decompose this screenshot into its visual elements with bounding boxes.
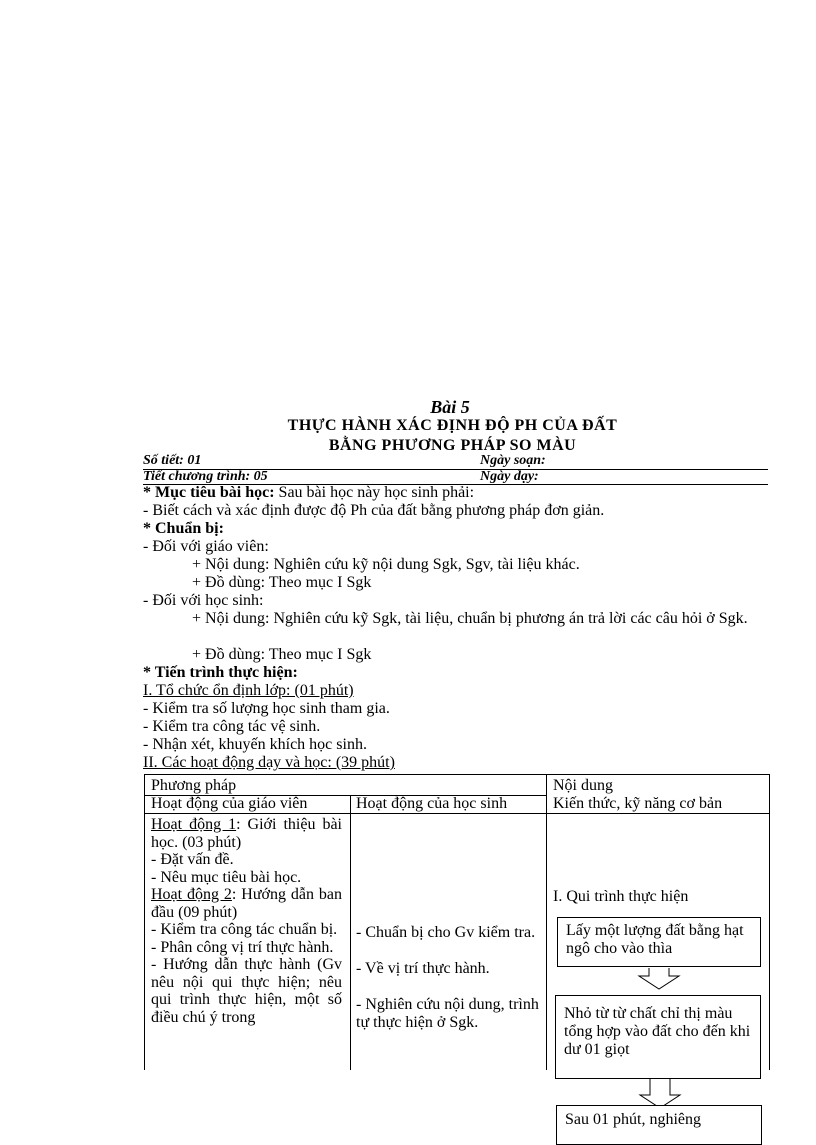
hs-item: - Chuẩn bị cho Gv kiểm tra.	[356, 924, 536, 941]
ngay-day: Ngày dạy:	[480, 469, 539, 484]
prep-student-tools: + Đồ dùng: Theo mục I Sgk	[192, 646, 372, 663]
table-top-border	[144, 774, 769, 775]
gv-hd1-item: - Nêu mục tiêu bài học.	[151, 868, 302, 886]
table-col-divider-2	[546, 774, 547, 1070]
teacher-activities-cell	[151, 816, 342, 1068]
th-content-sub: Kiến thức, kỹ năng cơ bản	[553, 795, 723, 812]
section-1-heading: I. Tổ chức ổn định lớp: (01 phút)	[143, 682, 354, 699]
objective-item: - Biết cách và xác định được độ Ph của đất bằng phương pháp đơn giản.	[143, 502, 605, 519]
gv-hd1	[151, 816, 342, 851]
hs-item: - Nghiên cứu nội dung, trình tự thực hiện ở Sgk.	[356, 996, 539, 1031]
gv-hd2-item: - Phân công vị trí thực hành.	[151, 938, 334, 956]
gv-hd2-label: Hoạt động 2	[151, 886, 232, 903]
prep-student: - Đối với học sinh:	[143, 592, 264, 609]
section-2-heading: II. Các hoạt động dạy và học: (39 phút)	[143, 754, 395, 771]
th-content: Nội dung	[553, 777, 613, 794]
gv-hd2-item: - Kiểm tra công tác chuẩn bị.	[151, 921, 338, 938]
flow-step-3: Sau 01 phút, nghiêng	[556, 1105, 762, 1145]
table-col-divider-1	[350, 795, 351, 1070]
prep-student-content: + Nội dung: Nghiên cứu kỹ Sgk, tài liệu, chuẩn bị phương án trả lời các câu hỏi ở Sgk.	[192, 610, 748, 627]
section-1-item: - Kiểm tra số lượng học sinh tham gia.	[143, 700, 390, 717]
flow-step-1: Lấy một lượng đất bằng hạt ngô cho vào thìa	[557, 917, 761, 967]
lesson-title-line2: BẰNG PHƯƠNG PHÁP SO MÀU	[328, 437, 577, 454]
hs-item: - Về vị trí thực hành.	[356, 960, 490, 977]
tiet-chuong-trinh: Tiết chương trình: 05	[143, 469, 268, 484]
prep-teacher-content: + Nội dung: Nghiên cứu kỹ nội dung Sgk, Sgv, tài liệu khác.	[192, 556, 580, 573]
objectives-heading: * Mục tiêu bài học:	[143, 484, 275, 501]
preparation-heading: * Chuẩn bị:	[143, 520, 224, 537]
th-teacher: Hoạt động của giáo viên	[151, 795, 308, 812]
gv-hd1-rest: : Giới thiệu bài học. (03 phút)	[151, 816, 342, 851]
section-1-item: - Nhận xét, khuyến khích học sinh.	[143, 736, 367, 753]
lesson-label: Bài 5	[430, 397, 470, 417]
th-student: Hoạt động của học sinh	[356, 795, 508, 812]
prep-teacher-tools: + Đồ dùng: Theo mục I Sgk	[192, 574, 372, 591]
flow-arrow-down-icon	[637, 968, 681, 990]
gv-hd2-item: - Hướng dẫn thực hành (Gv nêu nội qui thực hiện; nêu qui trình thực hiện, một số điều chú ý trong	[151, 956, 342, 1026]
objectives-line	[143, 484, 474, 502]
section-1-item: - Kiểm tra công tác vệ sinh.	[143, 718, 321, 735]
prep-teacher: - Đối với giáo viên:	[143, 538, 269, 555]
ngay-soan: Ngày soạn:	[480, 453, 546, 468]
objectives-heading-rest: Sau bài học này học sinh phải:	[274, 484, 475, 501]
th-method: Phương pháp	[151, 777, 237, 794]
table-left-border	[144, 774, 145, 1070]
so-tiet: Số tiết: 01	[143, 453, 202, 468]
content-heading: I. Qui trình thực hiện	[553, 888, 689, 905]
gv-hd1-item: - Đặt vấn đề.	[151, 851, 234, 868]
gv-hd1-label: Hoạt động 1	[151, 816, 237, 833]
gv-hd2	[151, 886, 342, 921]
flow-step-2: Nhỏ từ từ chất chỉ thị màu tổng hợp vào đất cho đến khi dư 01 giọt	[555, 995, 761, 1079]
table-right-border	[769, 774, 770, 1070]
table-header-bottom	[144, 813, 769, 814]
lesson-title-line1: THỰC HÀNH XÁC ĐỊNH ĐỘ PH CỦA ĐẤT	[287, 417, 618, 434]
gv-hd2-rest: : Hướng dẫn ban đầu (09 phút)	[151, 886, 342, 921]
process-heading: * Tiến trình thực hiện:	[143, 664, 298, 681]
